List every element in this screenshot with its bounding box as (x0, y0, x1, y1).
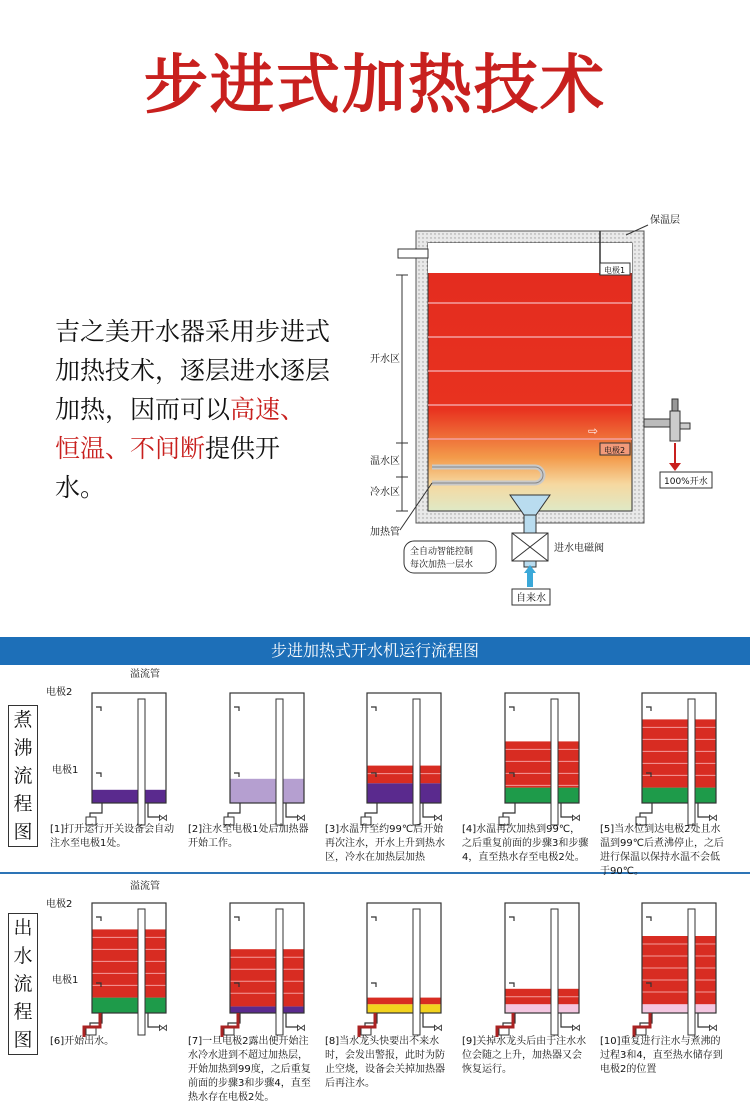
row-label-char: 程 (13, 793, 33, 815)
overflow-pipe (688, 699, 695, 825)
intro-text-1: 吉之美开水器采用步进式加热技术，逐层进水逐层加热，因而可以 (55, 317, 331, 424)
row-label-char: 图 (13, 1029, 33, 1051)
water-layer (92, 929, 166, 997)
water-layer (367, 783, 441, 803)
electrode2-hook (234, 707, 239, 711)
tank-outline (367, 903, 441, 1013)
row-label-char: 流 (13, 973, 33, 995)
valve-icon: ⋈ (571, 1023, 581, 1034)
electrode2-label: 电极2 (604, 446, 626, 455)
electrode2-hook (96, 917, 101, 921)
water-layer (505, 788, 579, 803)
overflow-label: 溢流管 (130, 669, 160, 680)
electrode2-hook (509, 917, 514, 921)
overflow-pipe (276, 909, 283, 1035)
valve-icon: ⋈ (708, 1023, 718, 1034)
page-title: 步进式加热技术 (144, 49, 606, 123)
water-layer (230, 1006, 304, 1013)
heating-pipe-label: 加热管 (370, 527, 400, 538)
water-layer (642, 936, 716, 1004)
overflow-pipe (551, 699, 558, 825)
boiling-zone-label: 开水区 (370, 354, 400, 365)
electrode2-hook (371, 917, 376, 921)
step-caption: [5]当水位到达电极2处且水温到99℃后煮沸停止，之后进行保温以保持水温不会低于90℃。 (600, 824, 724, 877)
valve-icon: ⋈ (158, 813, 168, 824)
step-caption: [4]水温再次加热到99℃，之后重复前面的步骤3和步骤4，直至热水存至电极2处。 (462, 824, 589, 863)
electrode1-label: 电极1 (52, 765, 79, 776)
tap-water-label: 自来水 (516, 593, 546, 604)
electrode1-hook (509, 983, 514, 987)
valve-icon: ⋈ (433, 1023, 443, 1034)
step-caption: [9]关掉水龙头后由于注水水位会随之上升，加热器又会恢复运行。 (462, 1036, 587, 1075)
water-layer (92, 790, 166, 803)
overflow-label: 溢流管 (130, 881, 160, 892)
overflow-pipe (551, 909, 558, 1035)
output-label: 100%开水 (664, 477, 708, 487)
electrode2-label: 电极2 (46, 687, 73, 698)
row-label-char: 程 (13, 1001, 33, 1023)
tap-icon (644, 399, 690, 441)
water-layer (505, 1004, 579, 1013)
electrode1-hook (371, 983, 376, 987)
electrode2-hook (96, 707, 101, 711)
water-layer (367, 998, 441, 1005)
warm-zone-label: 温水区 (370, 456, 400, 467)
valve-icon: ⋈ (296, 813, 306, 824)
overflow-pipe (413, 909, 420, 1035)
water-layer (642, 788, 716, 803)
step-caption: [1]打开运行开关设备会自动注水至电极1处。 (50, 824, 175, 849)
step-caption: [2]注水至电极1处后加热器开始工作。 (188, 824, 309, 849)
tank-outline (92, 693, 166, 803)
water-layer (505, 741, 579, 787)
control-line1: 全自动智能控制 (410, 547, 474, 557)
electrode2-hook (234, 917, 239, 921)
water-layer (92, 998, 166, 1013)
water-layer (642, 719, 716, 787)
inlet-arrow (527, 573, 533, 587)
tank-diagram (350, 205, 730, 615)
water-layer (642, 1004, 716, 1013)
row-label-char: 水 (13, 945, 33, 967)
electrode1-label: 电极1 (604, 266, 626, 275)
row-label-char: 流 (13, 765, 33, 787)
output-arrowhead (669, 463, 681, 471)
flow-area (0, 665, 750, 1120)
flow-arrow-icon: ⇨ (588, 424, 599, 438)
step-caption: [6]开始出水。 (50, 1036, 115, 1047)
water-body (428, 243, 632, 511)
electrode2-label: 电极2 (46, 899, 73, 910)
overflow-pipe (413, 699, 420, 825)
valve-icon: ⋈ (158, 1023, 168, 1034)
insulation-label: 保温层 (650, 215, 680, 226)
water-layer (230, 949, 304, 1006)
intro-highlight: 高速、恒温、不间断 (55, 395, 306, 463)
row-label-char: 出 (13, 917, 33, 939)
step-caption: [10]重复进行注水与煮沸的过程3和4，直至热水储存到电极2的位置 (600, 1036, 723, 1075)
valve-label: 进水电磁阀 (554, 543, 604, 554)
valve-icon: ⋈ (708, 813, 718, 824)
water-layer (367, 766, 441, 784)
electrode1-label: 电极1 (52, 975, 79, 986)
electrode2-hook (646, 917, 651, 921)
step-caption: [7]一旦电极2露出便开始注水冷水进到不超过加热层，开始加热到99度，之后重复前面的步骤3和步骤4，直至热水存在电极2处。 (188, 1036, 311, 1103)
step-caption: [8]当水龙头快要出不来水时，会发出警报，此时为防止空烧，设备会关掉加热器后再注水。 (325, 1036, 445, 1089)
row-label-char: 沸 (13, 737, 33, 759)
electrode2-hook (646, 707, 651, 711)
overflow-pipe (138, 699, 145, 825)
overflow-pipe (688, 909, 695, 1035)
valve-icon: ⋈ (296, 1023, 306, 1034)
control-line2: 每次加热一层水 (410, 560, 474, 570)
valve-icon: ⋈ (433, 813, 443, 824)
overflow-pipe (138, 909, 145, 1035)
flow-header: 步进加热式开水机运行流程图 (0, 637, 750, 665)
water-layer (230, 779, 304, 803)
row-label-char: 图 (13, 821, 33, 843)
step-caption: [3]水温升至约99℃后开始再次注水，开水上升到热水区，冷水在加热层加热 (325, 824, 445, 863)
electrode2-hook (371, 707, 376, 711)
electrode1-hook (96, 773, 101, 777)
intro-text-2: 提供开水。 (55, 434, 281, 502)
overflow-pipe (276, 699, 283, 825)
intro-paragraph (55, 312, 330, 507)
zone-bracket (396, 275, 408, 511)
cold-zone-label: 冷水区 (370, 487, 400, 498)
water-layer (367, 1004, 441, 1013)
inlet-pipe (524, 515, 536, 533)
valve-icon: ⋈ (571, 813, 581, 824)
top-cap (398, 249, 428, 258)
row-label-char: 煮 (13, 709, 33, 731)
electrode2-hook (509, 707, 514, 711)
electrode1-hook (234, 773, 239, 777)
